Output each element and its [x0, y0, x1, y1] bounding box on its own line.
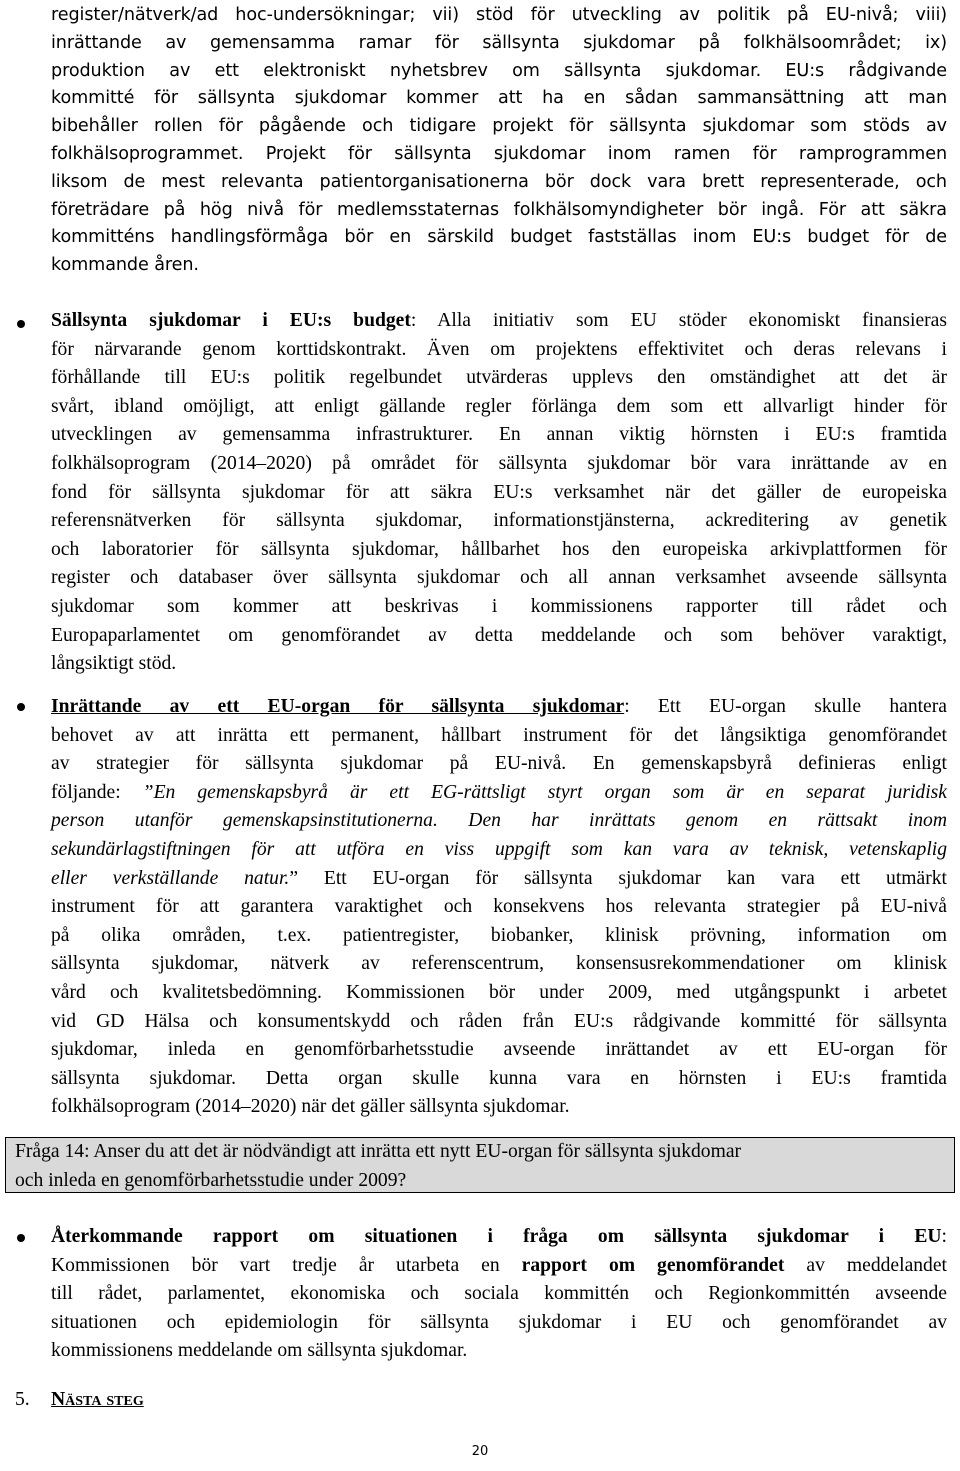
text-line: utvecklingen av gemensamma infrastrukturer. En annan viktig hörnsten i EU:s framtida: [51, 424, 947, 446]
text-line: [51, 307, 947, 336]
text-line: sällsynta sjukdomar, nätverk av referenscentrum, konsensusrekommendationer om klinisk: [51, 953, 947, 975]
text-line: kommitténs handlingsförmåga bör en särskild budget fastställas inom EU:s budget för de: [51, 227, 947, 248]
paragraph-lead: Återkommande rapport om situationen i fråga om sällsynta sjukdomar i EU: [51, 1226, 942, 1247]
text-line: sjukdomar som kommer att beskrivas i kommissionens rapporter till rådet och: [51, 595, 947, 617]
text-line: sällsynta sjukdomar. Detta organ skulle kunna vara en hörnsten i EU:s framtida: [51, 1067, 947, 1089]
text-line: på olika områden, t.ex. patientregister, biobanker, klinisk prövning, information om: [51, 924, 947, 946]
text-line: liksom de mest relevanta patientorganisationerna bör dock vara brett representerade, och: [51, 171, 947, 192]
text-span: : Ett EU-organ skulle hantera: [624, 696, 947, 717]
paragraph-eu-budget: [51, 307, 947, 679]
text-line: [51, 1223, 947, 1252]
text-line: register och databaser över sällsynta sjukdomar och all annan verksamhet avseende sällsynta: [51, 567, 947, 589]
text-line: [51, 807, 947, 836]
text-line: kommissionens meddelande om sällsynta sjukdomar.: [51, 1340, 468, 1362]
paragraph-intro: [51, 2, 947, 280]
text-line: sjukdomar, inleda en genomförbarhetsstudie avseende inrättandet av ett EU-organ för: [51, 1039, 947, 1061]
text-line: förhållande till EU:s politik regelbundet utvärderas upplevs den omständighet att det är: [51, 367, 947, 389]
text-line: vård och kvalitetsbedömning. Kommissionen bör under 2009, med utgångspunkt i arbetet: [51, 981, 947, 1003]
text-line: inrättande av gemensamma ramar för sällsynta sjukdomar på folkhälsoområdet; ix): [51, 32, 947, 53]
page-number: 20: [471, 1444, 489, 1459]
text-line: [51, 779, 947, 808]
section-title: Nästa steg: [51, 1389, 144, 1410]
question-text: [15, 1138, 950, 1195]
text-span: :: [941, 1226, 947, 1247]
text-line: instrument för att garantera varaktighet och konsekvens hos relevanta strategier på EU-nivå: [51, 896, 947, 918]
text-line: Europaparlamentet om genomförandet av detta meddelande och som behöver varaktigt,: [51, 624, 947, 646]
quote-text: eller verkställande natur.: [51, 867, 290, 889]
text-line: långsiktigt stöd.: [51, 653, 177, 675]
text-line: [51, 865, 947, 894]
text-span: : Alla initiativ som EU stöder ekonomiskt finansieras: [410, 310, 947, 331]
quote-text: person utanför gemenskapsinstitutionerna. Den har inrättats genom en rättsakt inom: [51, 810, 947, 832]
paragraph-recurring-report: [51, 1223, 947, 1366]
text-line: för närvarande genom korttidskontrakt. Även om projektens effektivitet och deras relevans i: [51, 338, 947, 360]
paragraph-lead: Inrättande av ett EU-organ för sällsynta sjukdomar: [51, 696, 625, 717]
text-line: referensnätverken för sällsynta sjukdomar, informationstjänsterna, ackreditering av genetik: [51, 510, 947, 532]
text-span: Kommissionen bör vart tredje år utarbeta en: [51, 1254, 522, 1276]
text-line: och inleda en genomförbarhetsstudie under 2009?: [15, 1169, 407, 1191]
text-line: register/nätverk/ad hoc-undersökningar; vii) stöd för utveckling av politik på EU-nivå; viii): [51, 5, 947, 25]
bullet-marker: [17, 703, 25, 711]
text-line: kommande åren.: [51, 255, 199, 276]
bullet-marker: [17, 1234, 25, 1242]
text-line: företrädare på hög nivå för medlemsstaternas folkhälsomyndigheter bör ingå. För att säkra: [51, 199, 947, 220]
bullet-marker: [17, 320, 25, 328]
text-line: kommitté för sällsynta sjukdomar kommer att ha en sådan sammansättning att man: [51, 88, 947, 109]
text-line: [51, 1252, 947, 1281]
text-line: produktion av ett elektroniskt nyhetsbrev om sällsynta sjukdomar. EU:s rådgivande: [51, 60, 947, 81]
section-number: 5.: [15, 1389, 30, 1410]
text-span: följande:: [51, 781, 143, 803]
text-line: bibehåller rollen för pågående och tidigare projekt för sällsynta sjukdomar som stöds av: [51, 116, 947, 137]
text-line: till rådet, parlamentet, ekonomiska och sociala kommittén och Regionkommittén avseende: [51, 1283, 947, 1305]
quote-text: sekundärlagstiftningen för att utföra en viss uppgift som kan vara av teknisk, vetenskaplig: [51, 838, 947, 860]
text-line: folkhälsoprogrammet. Projekt för sällsynta sjukdomar inom ramen för ramprogrammen: [51, 143, 947, 164]
text-line: fond för sällsynta sjukdomar för att säkra EU:s verksamhet när det gäller de europeiska: [51, 481, 947, 503]
text-line: [51, 693, 947, 722]
text-line: Fråga 14: Anser du att det är nödvändigt att inrätta ett nytt EU-organ för sällsynta sjukdomar: [15, 1141, 742, 1162]
text-line: och laboratorier för sällsynta sjukdomar, hållbarhet hos den europeiska arkivplattformen för: [51, 538, 947, 560]
text-line: av strategier för sällsynta sjukdomar på EU-nivå. En gemenskapsbyrå definieras enligt: [51, 753, 947, 775]
paragraph-lead: Sällsynta sjukdomar i EU:s budget: [51, 310, 411, 331]
paragraph-eu-agency: [51, 693, 947, 1122]
quote-text: ”En gemenskapsbyrå är ett EG-rättsligt styrt organ som är en separat juridisk: [142, 781, 947, 803]
text-line: svårt, ibland omöjligt, att enligt gällande regler förlänga dem som ett allvarligt hinder för: [51, 395, 947, 417]
text-line: vid GD Hälsa och konsumentskydd och råden från EU:s rådgivande kommitté för sällsynta: [51, 1010, 947, 1032]
section-heading: [15, 1389, 144, 1411]
text-span: av meddelandet: [784, 1254, 947, 1276]
text-line: situationen och epidemiologin för sällsynta sjukdomar i EU och genomförandet av: [51, 1311, 947, 1333]
text-line: [51, 836, 947, 865]
text-span: ” Ett EU-organ för sällsynta sjukdomar kan vara ett utmärkt: [289, 867, 947, 889]
text-line: folkhälsoprogram (2014–2020) när det gäller sällsynta sjukdomar.: [51, 1096, 570, 1118]
text-line: folkhälsoprogram (2014–2020) på området för sällsynta sjukdomar bör vara inrättande av en: [51, 452, 947, 474]
text-line: behovet av att inrätta ett permanent, hållbart instrument för det långsiktiga genomförandet: [51, 724, 947, 746]
bold-phrase: rapport om genomförandet: [521, 1254, 785, 1276]
